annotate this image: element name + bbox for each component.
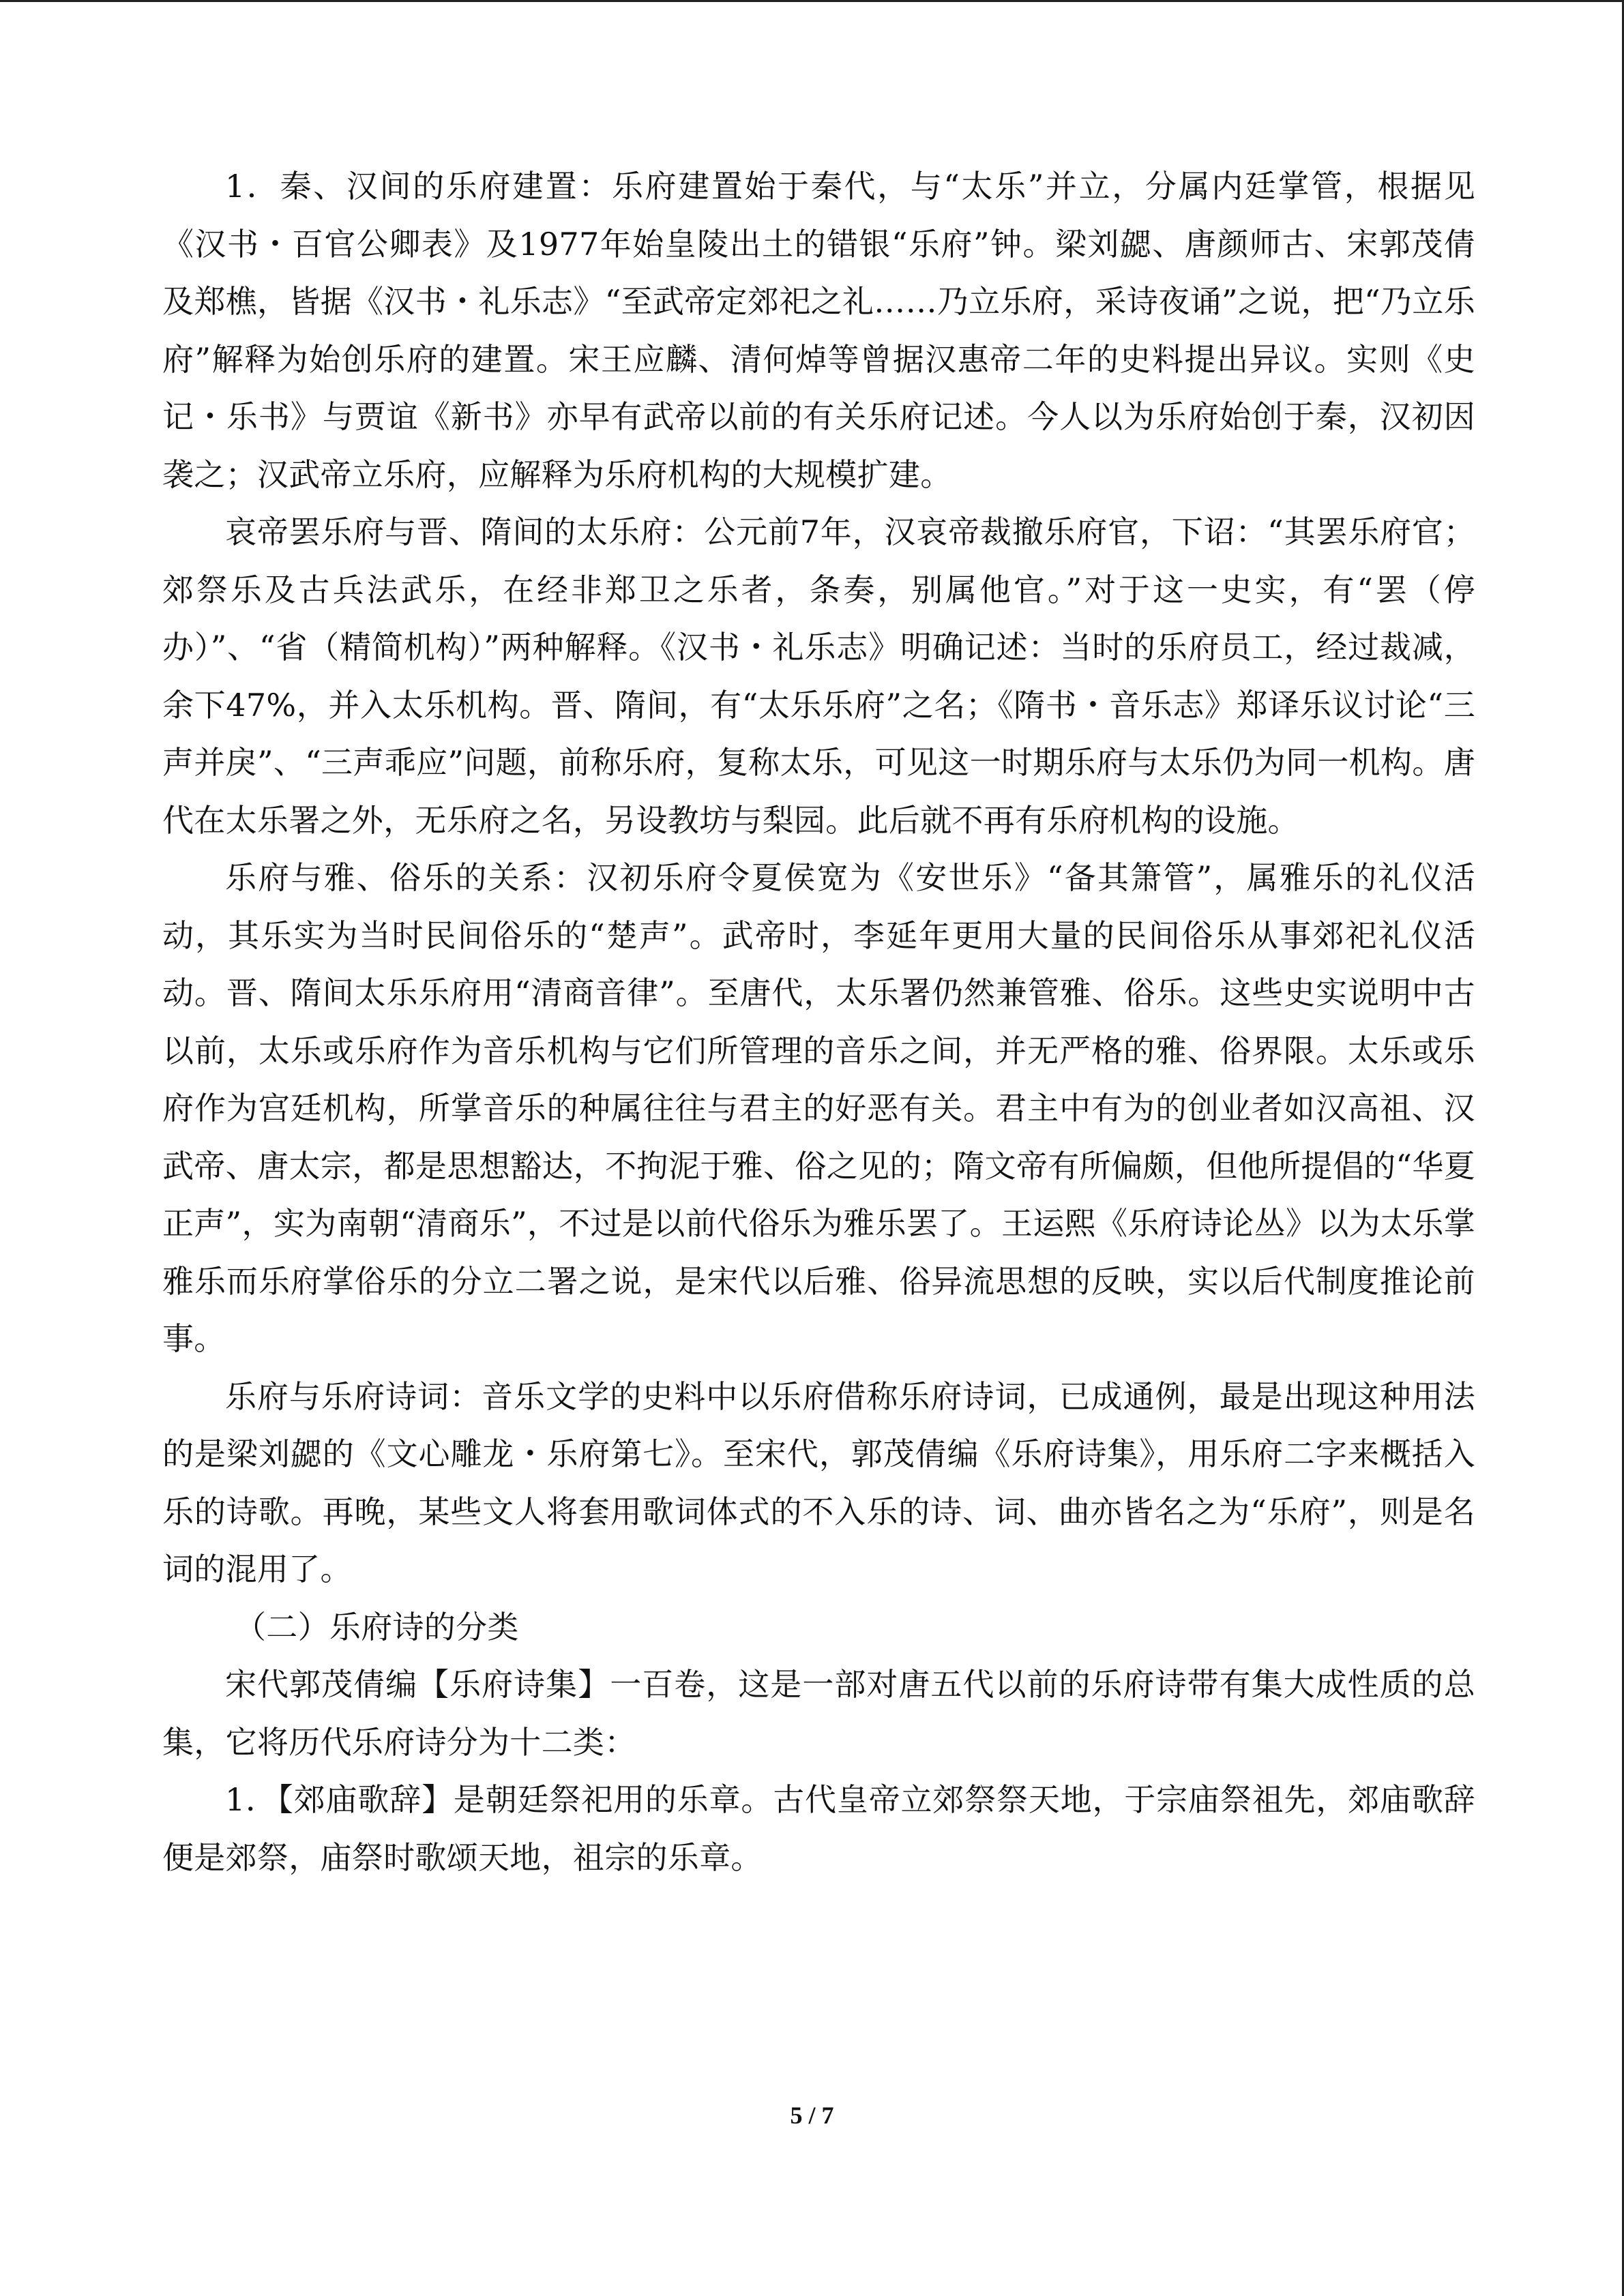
paragraph-jiaomiao-gechi: 1．【郊庙歌辞】是朝廷祭祀用的乐章。古代皇帝立郊祭祭天地，于宗庙祭祖先，郊庙歌辞便是郊祭，庙祭时歌颂天地，祖宗的乐章。 — [162, 1781, 1475, 1876]
paragraph-guo-maoqian-collection: 宋代郭茂倩编【乐府诗集】一百卷，这是一部对唐五代以前的乐府诗带有集大成性质的总集，它将历代乐府诗分为十二类： — [162, 1666, 1475, 1761]
paragraph-yuefu-ya-su-music: 乐府与雅、俗乐的关系：汉初乐府令夏侯宽为《安世乐》“备其箫管”，属雅乐的礼仪活动，其乐实为当时民间俗乐的“楚声”。武帝时，李延年更用大量的民间俗乐从事郊祀礼仪活动。晋、隋间太乐乐府用“清商音律”。至唐代，太乐署仍然兼管雅、俗乐。这些史实说明中古以前，太乐或乐府作为音乐机构与它们所管理的音乐之间，并无严格的雅、俗界限。太乐或乐府作为宫廷机构，所掌音乐的种属往往与君主的好恶有关。君主中有为的创业者如汉高祖、汉武帝、唐太宗，都是思想豁达，不拘泥于雅、俗之见的；隋文帝有所偏颇，但他所提倡的“华夏正声”，实为南朝“清商乐”，不过是以前代俗乐为雅乐罢了。王运熙《乐府诗论丛》以为太乐掌雅乐而乐府掌俗乐的分立二署之说，是宋代以后雅、俗异流思想的反映，实以后代制度推论前事。 — [162, 859, 1475, 1357]
paragraph-aidi-abolish-yuefu: 哀帝罢乐府与晋、隋间的太乐府：公元前7年，汉哀帝裁撤乐府官，下诏：“其罢乐府官；郊祭乐及古兵法武乐，在经非郑卫之乐者，条奏，别属他官。”对于这一史实，有“罢（停办）”、“省（精简机构）”两种解释。《汉书・礼乐志》明确记述：当时的乐府员工，经过裁减，余下47%，并入太乐机构。晋、隋间，有“太乐乐府”之名；《隋书・音乐志》郑译乐议讨论“三声并戾”、“三声乖应”问题，前称乐府，复称太乐，可见这一时期乐府与太乐仍为同一机构。唐代在太乐署之外，无乐府之名，另设教坊与梨园。此后就不再有乐府机构的设施。 — [162, 513, 1475, 839]
paragraph-qin-han-yuefu: 1．秦、汉间的乐府建置：乐府建置始于秦代，与“太乐”并立，分属内廷掌管，根据见《汉书・百官公卿表》及1977年始皇陵出土的错银“乐府”钟。梁刘勰、唐颜师古、宋郭茂倩及郑樵，皆据《汉书・礼乐志》“至武帝定郊祀之礼……乃立乐府，采诗夜诵”之说，把“乃立乐府”解释为始创乐府的建置。宋王应麟、清何焯等曾据汉惠帝二年的史料提出异议。实则《史记・乐书》与贾谊《新书》亦早有武帝以前的有关乐府记述。今人以为乐府始创于秦，汉初因袭之；汉武帝立乐府，应解释为乐府机构的大规模扩建。 — [162, 168, 1475, 493]
page-number: 5 / 7 — [790, 2102, 834, 2129]
paragraph-yuefu-poetry: 乐府与乐府诗词：音乐文学的史料中以乐府借称乐府诗词，已成通例，最是出现这种用法的是梁刘勰的《文心雕龙・乐府第七》。至宋代，郭茂倩编《乐府诗集》，用乐府二字来概括入乐的诗歌。再晚，某些文人将套用歌词体式的不入乐的诗、词、曲亦皆名之为“乐府”，则是名词的混用了。 — [162, 1377, 1475, 1587]
document-body — [162, 158, 1475, 1886]
section-heading-classification: （二）乐府诗的分类 — [235, 1608, 519, 1645]
